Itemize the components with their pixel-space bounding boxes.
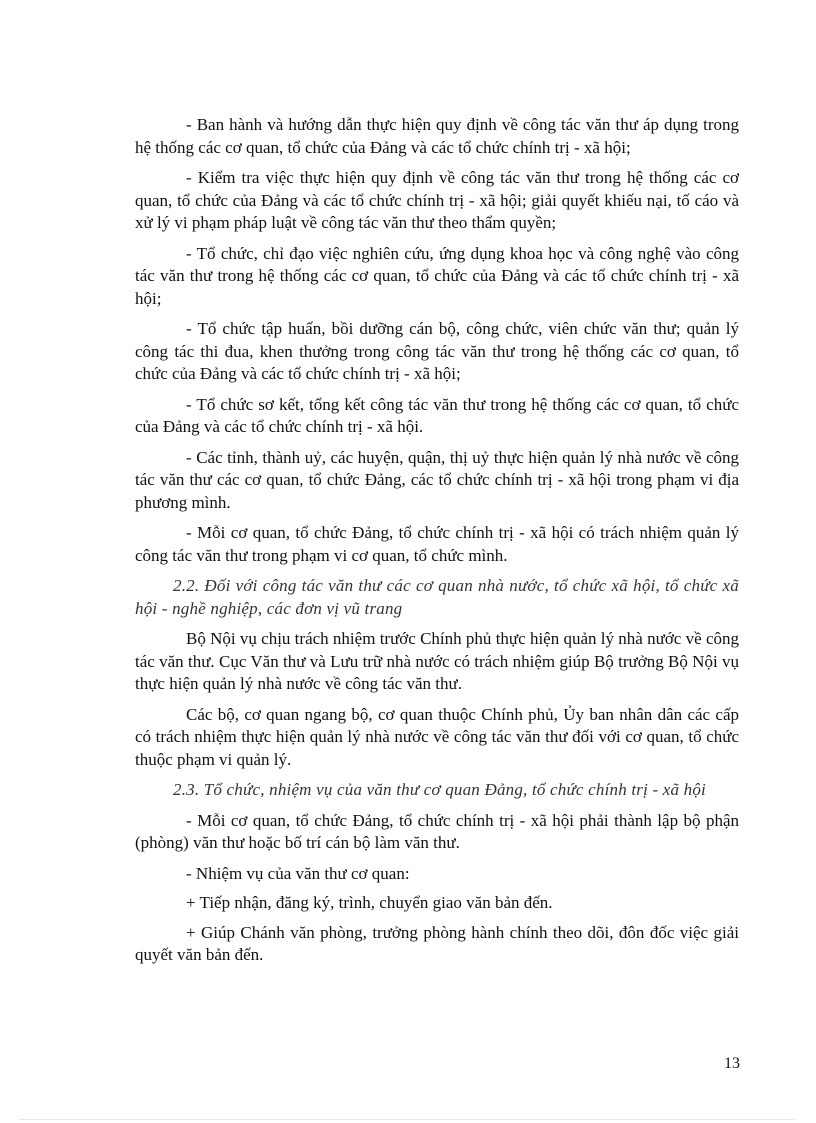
page-bottom-divider — [20, 1119, 796, 1120]
paragraph-7: - Mỗi cơ quan, tổ chức Đảng, tổ chức chính trị - xã hội có trách nhiệm quản lý công tác văn thư trong phạm vi cơ quan, tổ chức mình. — [135, 523, 739, 565]
paragraph-13: + Giúp Chánh văn phòng, trưởng phòng hành chính theo dõi, đôn đốc việc giải quyết văn bản đến. — [135, 922, 739, 964]
paragraph-10: - Mỗi cơ quan, tổ chức Đảng, tổ chức chính trị - xã hội phải thành lập bộ phận (phòng) văn thư hoặc bố trí cán bộ làm văn thư. — [135, 810, 739, 852]
body-text — [135, 114, 739, 975]
paragraph-4: - Tổ chức tập huấn, bồi dưỡng cán bộ, công chức, viên chức văn thư; quản lý công tác thi đua, khen thưởng trong công tác văn thư trong hệ thống các cơ quan, tổ chức của Đảng và các tổ chức chính trị - xã hội; — [135, 319, 739, 383]
paragraph-12: + Tiếp nhận, đăng ký, trình, chuyển giao văn bản đến. — [186, 893, 553, 912]
page-number: 13 — [724, 1055, 740, 1072]
paragraph-11: - Nhiệm vụ của văn thư cơ quan: — [186, 863, 410, 883]
paragraph-2: - Kiểm tra việc thực hiện quy định về công tác văn thư trong hệ thống các cơ quan, tổ chức của Đảng và các tổ chức chính trị - xã hội; giải quyết khiếu nại, tố cáo và xử lý vi phạm pháp luật về công tác văn thư theo thẩm quyền; — [135, 168, 739, 232]
section-heading-2-2: 2.2. Đối với công tác văn thư các cơ quan nhà nước, tổ chức xã hội, tổ chức xã hội - nghề nghiệp, các đơn vị vũ trang — [135, 576, 739, 618]
paragraph-9: Các bộ, cơ quan ngang bộ, cơ quan thuộc Chính phủ, Ủy ban nhân dân các cấp có trách nhiệm thực hiện quản lý nhà nước về công tác văn thư đối với cơ quan, tổ chức thuộc phạm vi quản lý. — [135, 704, 739, 769]
paragraph-3: - Tổ chức, chỉ đạo việc nghiên cứu, ứng dụng khoa học và công nghệ vào công tác văn thư trong hệ thống các cơ quan, tổ chức của Đảng và các tổ chức chính trị - xã hội; — [135, 243, 739, 308]
paragraph-6: - Các tỉnh, thành uỷ, các huyện, quận, thị uỷ thực hiện quản lý nhà nước về công tác văn thư các cơ quan, tổ chức Đảng, các tổ chức chính trị - xã hội trong phạm vi địa phương mình. — [135, 447, 739, 512]
paragraph-1: - Ban hành và hướng dẫn thực hiện quy định về công tác văn thư áp dụng trong hệ thống các cơ quan, tổ chức của Đảng và các tổ chức chính trị - xã hội; — [135, 115, 739, 157]
paragraph-8: Bộ Nội vụ chịu trách nhiệm trước Chính phủ thực hiện quản lý nhà nước về công tác văn thư. Cục Văn thư và Lưu trữ nhà nước có trách nhiệm giúp Bộ trưởng Bộ Nội vụ thực hiện quản lý nhà nước về công tác văn thư. — [135, 629, 739, 693]
paragraph-5: - Tổ chức sơ kết, tổng kết công tác văn thư trong hệ thống các cơ quan, tổ chức của Đảng và các tổ chức chính trị - xã hội. — [135, 394, 739, 436]
section-heading-2-3: 2.3. Tổ chức, nhiệm vụ của văn thư cơ quan Đảng, tổ chức chính trị - xã hội — [173, 780, 706, 799]
